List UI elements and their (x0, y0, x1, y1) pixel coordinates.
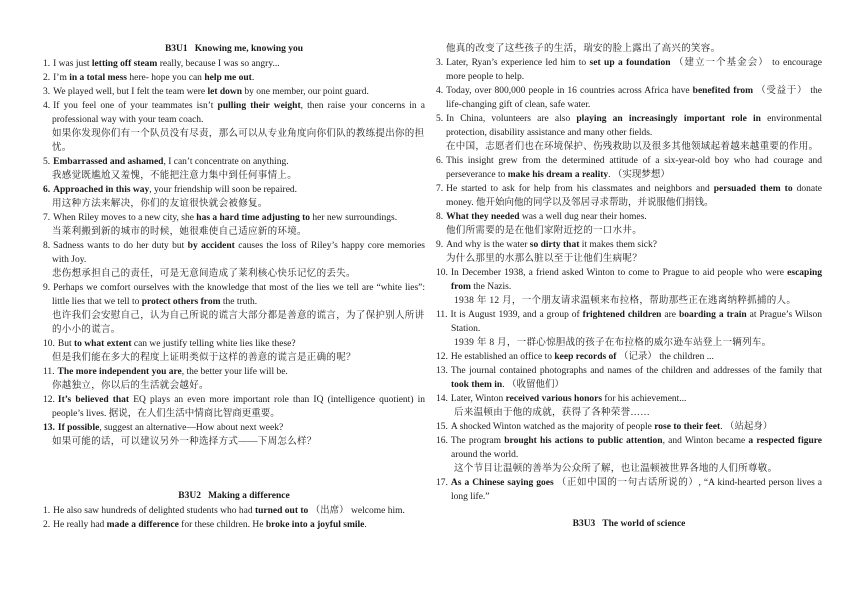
sentence-text: I was just (53, 59, 92, 69)
item-number: 17. (436, 478, 448, 488)
sentence-text: . （收留他们） (502, 380, 564, 390)
sentence-text: He really had (53, 520, 107, 530)
sentence-item (436, 420, 822, 434)
sentence-text: In December 1938, a friend asked Winton to come to Prague to aid people who were (450, 268, 788, 278)
sentence-item (43, 393, 425, 421)
sentence-text: causes the loss of Riley’s happy core memories with Joy. (52, 241, 425, 265)
sentence-text: . (364, 520, 367, 530)
sentence-text: We played well, but I felt the team were (53, 87, 208, 97)
key-phrase: If possible (57, 423, 100, 433)
key-phrase: boarding a train (678, 310, 747, 320)
sentence-text: It is August 1939, and a group of (450, 310, 583, 320)
item-number: 1. (43, 506, 51, 516)
sentence-text: In China, volunteers are also (446, 114, 577, 124)
item-number: 6. (436, 156, 444, 166)
item-number: 10. (436, 268, 448, 278)
right-column (436, 42, 822, 532)
sentence-item (436, 350, 822, 364)
chinese-translation: 如果你发现你们有一个队员没有尽责，那么可以从专业角度向你们队的教练提出你的担忧。 (52, 129, 425, 153)
chinese-translation: 1939 年 8 月，一群心惊胆战的孩子在布拉格的威尔逊车站登上一辆列车。 (454, 338, 772, 348)
item-number: 4. (43, 101, 51, 111)
key-phrase: What they needed (446, 212, 520, 222)
sentence-item (436, 364, 822, 392)
sentence-text: EQ plays an even more important role than IQ (intelligence quotient) in people’s lives. 据说，在人们生活中情商比智商更重要。 (52, 395, 425, 419)
sentence-text: , the better your life will be. (181, 367, 288, 377)
chinese-translation: 你越独立，你以后的生活就会越好。 (52, 381, 209, 391)
item-number: 9. (43, 283, 51, 293)
key-phrase: brought his actions to public attention (504, 436, 663, 446)
key-phrase: protect others from (141, 297, 221, 307)
sentence-text: are (661, 310, 679, 320)
key-phrase: frightened children (582, 310, 662, 320)
item-number: 7. (436, 184, 444, 194)
sentence-text: , your friendship will soon be repaired. (149, 185, 298, 195)
item-number: 12. (43, 395, 55, 405)
sentence-item (43, 183, 425, 197)
key-phrase: rose to their feet (654, 422, 721, 432)
item-number: 5. (43, 157, 51, 167)
key-phrase: so dirty that (529, 240, 580, 250)
item-number: 10. (43, 339, 55, 349)
unit-heading: B3U1 Knowing me, knowing you (164, 44, 304, 54)
item-number: 13. (43, 423, 55, 433)
sentence-item (43, 281, 425, 309)
sentence-text: really, because I was so angry... (157, 59, 280, 69)
chinese-translation: 如果可能的话，可以建议另外一种选择方式——下周怎么样？ (52, 437, 317, 447)
sentence-text: He started to ask for help from his classmates and neighbors and (446, 184, 714, 194)
chinese-translation: 我感觉既尴尬又羞愧，不能把注意力集中到任何事情上。 (52, 171, 298, 181)
chinese-translation: 在中国，志愿者们也在环境保护、伤残救助以及很多其他领域起着越来越重要的作用。 (446, 142, 819, 152)
chinese-translation: 当莱利搬到新的城市的时候，她很难使自己适应新的环境。 (52, 227, 307, 237)
item-number: 11. (43, 367, 55, 377)
item-number: 1. (43, 59, 51, 69)
key-phrase: help me out (204, 73, 252, 83)
unit-heading: B3U3 The world of science (572, 519, 686, 529)
sentence-item (436, 154, 822, 182)
sentence-item (43, 504, 425, 518)
sentence-text: , then raise your concerns in a professional way with your team coach. (52, 101, 425, 125)
sentence-item (436, 434, 822, 462)
sentence-text: Sadness wants to do her duty but (53, 241, 188, 251)
key-phrase: by accident (187, 241, 235, 251)
unit-heading: B3U2 Making a difference (178, 491, 290, 501)
key-phrase: set up a foundation (589, 58, 671, 68)
left-column (43, 42, 425, 532)
sentence-item (436, 392, 822, 406)
sentence-item (43, 85, 425, 99)
chinese-translation: 为什么那里的水那么脏以至于让他们生病呢？ (446, 254, 643, 264)
item-number: 6. (43, 185, 51, 195)
sentence-text: The journal contained photographs and names of the children and addresses of the family that (450, 366, 822, 376)
sentence-text: the truth. (220, 297, 258, 307)
sentence-text: A shocked Winton watched as the majority of people (450, 422, 655, 432)
sentence-item (436, 56, 822, 84)
key-phrase: in a total mess (69, 73, 128, 83)
sentence-text: her new surroundings. (310, 213, 398, 223)
sentence-text: Today, over 800,000 people in 16 countries across Africa have (446, 86, 693, 96)
key-phrase: keep records of (554, 352, 617, 362)
item-number: 9. (436, 240, 444, 250)
key-phrase: letting off steam (91, 59, 158, 69)
sentence-item (43, 421, 425, 435)
sentence-text: here- hope you can (127, 73, 205, 83)
sentence-item (436, 238, 822, 252)
item-number: 2. (43, 73, 51, 83)
sentence-item (436, 112, 822, 140)
key-phrase: playing an increasingly important role in (576, 114, 761, 124)
chinese-translation: 也许我们会安慰自己，认为自己所说的谎言大部分都是善意的谎言，为了保护别人所讲的小小的谎言。 (52, 311, 425, 335)
sentence-text: . （实现梦想） (608, 170, 670, 180)
sentence-item (436, 476, 822, 504)
sentence-text: for his achievement... (602, 394, 687, 404)
key-phrase: escaping from (451, 268, 822, 292)
item-number: 12. (436, 352, 448, 362)
sentence-text: The program (450, 436, 505, 446)
sentence-text: Later, Ryan’s experience led him to (446, 58, 590, 68)
sentence-text: He also saw hundreds of delighted students who had (53, 506, 255, 516)
key-phrase: let down (207, 87, 243, 97)
item-number: 13. (436, 366, 448, 376)
sentence-text: donate money. 他开始向他的同学以及邻居寻求帮助，并说服他们捐钱。 (446, 184, 822, 208)
item-number: 7. (43, 213, 51, 223)
sentence-item (43, 211, 425, 225)
item-number: 15. (436, 422, 448, 432)
chinese-translation: 这个节目让温顿的善举为公众所了解，也让温顿被世界各地的人们所尊敬。 (454, 464, 778, 474)
sentence-text: it makes them sick? (579, 240, 657, 250)
sentence-text: , and Winton became (662, 436, 749, 446)
sentence-text: （受益于） the life-changing gift of clean, safe water. (446, 86, 822, 110)
sentence-text: He established an office to (450, 352, 555, 362)
sentence-item (43, 155, 425, 169)
key-phrase: took them in (451, 380, 503, 390)
key-phrase: persuaded them to (713, 184, 793, 194)
key-phrase: received various honors (505, 394, 603, 404)
chinese-translation: 后来温顿由于他的成就，获得了各种荣誉…… (454, 408, 651, 418)
sentence-item (436, 266, 822, 294)
sentence-text: This insight grew from the determined attitude of a six-year-old boy who had courage and perseverance to (446, 156, 822, 180)
chinese-translation: 悲伤想承担自己的责任，可是无意间造成了莱利核心快乐记忆的丢失。 (52, 269, 356, 279)
item-number: 4. (436, 86, 444, 96)
sentence-item (43, 518, 425, 532)
key-phrase: broke into a joyful smile (265, 520, 365, 530)
chinese-translation: 他真的改变了这些孩子的生活，瑞安的脸上露出了高兴的笑容。 (446, 44, 721, 54)
sentence-text: at Prague’s Wilson Station. (451, 310, 822, 334)
key-phrase: Approached in this way (53, 185, 150, 195)
sentence-item (43, 239, 425, 267)
sentence-item (43, 71, 425, 85)
key-phrase: The more independent you are (57, 367, 182, 377)
key-phrase: It’s believed that (57, 395, 130, 405)
sentence-item (436, 182, 822, 210)
sentence-text: Perhaps we comfort ourselves with the knowledge that most of the lies we tell are “white lies”: little lies that we tell to (52, 283, 425, 307)
chinese-translation: 用这种方法来解决，你们的友谊很快就会被修复。 (52, 199, 268, 209)
chinese-translation: 他们所需要的是在他们家附近挖的一口水井。 (446, 226, 643, 236)
key-phrase: Embarrassed and ashamed (53, 157, 164, 167)
item-number: 8. (43, 241, 51, 251)
item-number: 3. (43, 87, 51, 97)
key-phrase: has a hard time adjusting to (196, 213, 311, 223)
sentence-item (436, 308, 822, 336)
sentence-text: When Riley moves to a new city, she (53, 213, 197, 223)
key-phrase: a respected figure (748, 436, 823, 446)
sentence-text: can we justify telling white lies like these? (131, 339, 296, 349)
sentence-text: Later, Winton (450, 394, 506, 404)
sentence-item (43, 99, 425, 127)
key-phrase: As a Chinese saying goes (450, 478, 554, 488)
item-number: 3. (436, 58, 444, 68)
sentence-item (436, 84, 822, 112)
sentence-text: And why is the water (446, 240, 530, 250)
sentence-text: by one member, our point guard. (242, 87, 369, 97)
key-phrase: make his dream a reality (507, 170, 609, 180)
sentence-text: around the world. (451, 450, 519, 460)
sentence-text: was a well dug near their homes. (519, 212, 647, 222)
key-phrase: pulling their weight (217, 101, 301, 111)
sentence-text: If you feel one of your teammates isn’t (53, 101, 218, 111)
sentence-text: . (251, 73, 255, 83)
sentence-text: environmental protection, disability assistance and many other fields. (446, 114, 823, 138)
key-phrase: to what extent (73, 339, 132, 349)
item-number: 16. (436, 436, 448, 446)
sentence-text: （正如中国的一句古话所说的）, “A kind-hearted person lives a long life.” (451, 478, 823, 502)
item-number: 5. (436, 114, 444, 124)
sentence-text: But (57, 339, 74, 349)
sentence-text: （建立一个基金会） to encourage more people to help. (446, 58, 823, 82)
sentence-text: . （站起身） (720, 422, 773, 432)
sentence-text: for these children. He (178, 520, 266, 530)
item-number: 14. (436, 394, 448, 404)
key-phrase: benefited from (692, 86, 754, 96)
sentence-item (43, 337, 425, 351)
chinese-translation: 1938 年 12 月，一个朋友请求温顿来布拉格，帮助那些正在逃离纳粹抓捕的人。 (454, 296, 797, 306)
sentence-text: （出席） welcome him. (308, 506, 405, 516)
sentence-text: （记录） the children ... (616, 352, 714, 362)
chinese-translation: 但是我们能在多大的程度上证明类似于这样的善意的谎言是正确的呢？ (52, 353, 356, 363)
key-phrase: turned out to (254, 506, 309, 516)
item-number: 11. (436, 310, 448, 320)
sentence-text: , suggest an alternative—How about next week? (99, 423, 284, 433)
key-phrase: made a difference (106, 520, 179, 530)
sentence-text: , I can’t concentrate on anything. (163, 157, 289, 167)
sentence-text: I’m (53, 73, 70, 83)
sentence-item (436, 210, 822, 224)
sentence-text: the Nazis. (470, 282, 512, 292)
sentence-item (43, 365, 425, 379)
sentence-item (43, 57, 425, 71)
item-number: 2. (43, 520, 51, 530)
item-number: 8. (436, 212, 444, 222)
